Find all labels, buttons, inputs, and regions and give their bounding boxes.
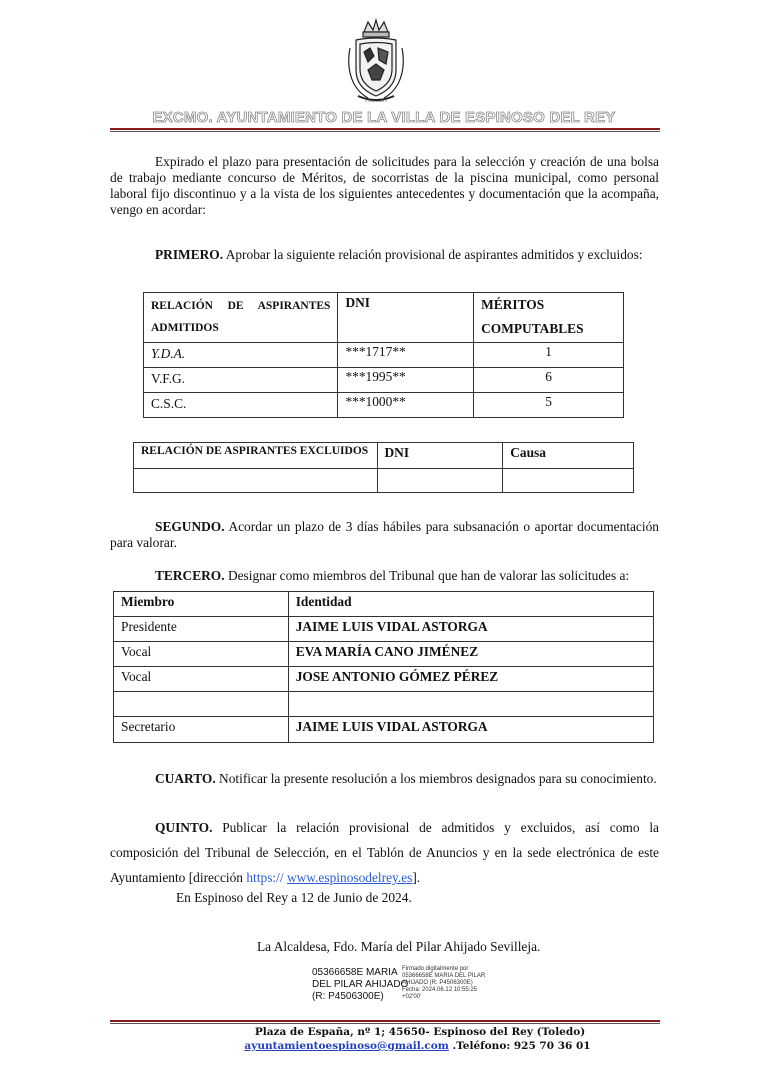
tribunal-role: Secretario [114,717,289,743]
tribunal-header-member: Miembro [114,592,289,617]
table-row [114,617,654,642]
signature-line: La Alcaldesa, Fdo. María del Pilar Ahijado Sevilleja. [257,939,541,954]
tribunal-table [113,591,654,743]
tribunal-header-row [114,592,654,617]
segundo-text: Acordar un plazo de 3 días hábiles para subsanación o aportar documentación para valorar. [110,519,659,550]
tribunal-identity: JAIME LUIS VIDAL ASTORGA [288,717,653,743]
table-row [114,642,654,667]
primero-label: PRIMERO. [155,247,224,262]
quinto-paragraph [110,815,659,890]
footer-rule-thin [110,1023,660,1024]
admitted-merits: 1 [474,343,624,368]
excluded-name [134,469,378,493]
footer-contact [0,1040,768,1052]
tribunal-identity: JAIME LUIS VIDAL ASTORGA [288,617,653,642]
footer-email-link[interactable]: ayuntamientoespinoso@gmail.com [244,1040,449,1052]
admitted-header-merits: MÉRITOS COMPUTABLES [474,293,624,343]
cuarto-label: CUARTO. [155,771,216,786]
excluded-header-cause: Causa [503,443,634,469]
stamp-line: 05366658E MARIA DEL PILAR [402,973,486,979]
tribunal-role: Vocal [114,667,289,692]
table-row [114,717,654,743]
admitted-dni: ***1717** [338,343,474,368]
signer-line: 05366658E MARIA [312,967,398,978]
cuarto-paragraph [110,766,659,791]
header-title: EXCMO. AYUNTAMIENTO DE LA VILLA DE ESPINOSO DEL REY [152,109,616,126]
stamp-line: +02'00' [402,994,422,1000]
intro-paragraph: Expirado el plazo para presentación de solicitudes para la selección y creación de una bolsa de trabajo mediante concurso de Méritos, de socorristas de la piscina municipal, como personal laboral fijo discontinuo y a la vista de los siguientes antecedentes y documentación que la acompaña, vengo en acordar: [110,154,659,217]
admitted-dni: ***1000** [338,393,474,418]
website-link-prefix[interactable]: https:// [246,870,284,885]
footer-phone: .Teléfono: 925 70 36 01 [448,1040,591,1052]
header-rule-thin [110,131,660,132]
excluded-header-row [134,443,634,469]
signer-line: (R: P4506300E) [312,991,384,1002]
admitted-merits: 6 [474,368,624,393]
tercero-paragraph [110,568,670,584]
primero-text: Aprobar la siguiente relación provisional de aspirantes admitidos y excluidos: [225,247,643,262]
admitted-name: Y.D.A. [144,343,338,368]
admitted-table [143,292,624,418]
footer-address: Plaza de España, nº 1; 45650- Espinoso del Rey (Toledo) [254,1026,586,1038]
admitted-merits: 5 [474,393,624,418]
table-row [134,469,634,493]
primero-paragraph [110,244,659,265]
cuarto-text: Notificar la presente resolución a los miembros designados para su conocimiento. [219,771,657,786]
excluded-cause [503,469,634,493]
table-row [114,667,654,692]
excluded-dni [377,469,503,493]
tribunal-role: Vocal [114,642,289,667]
tribunal-identity: JOSE ANTONIO GÓMEZ PÉREZ [288,667,653,692]
table-row [114,692,654,717]
table-row [144,368,624,393]
tercero-label: TERCERO. [155,568,225,583]
signer-line: DEL PILAR AHIJADO [312,979,409,990]
website-link[interactable]: www.espinosodelrey.es [286,870,413,885]
tribunal-header-identity: Identidad [288,592,653,617]
admitted-header-row [144,293,624,343]
quinto-text-end: ]. [412,870,421,885]
tribunal-identity: EVA MARÍA CANO JIMÉNEZ [288,642,653,667]
admitted-header-dni: DNI [338,293,474,343]
digital-signer [312,967,408,1003]
segundo-label: SEGUNDO. [155,519,225,534]
quinto-label: QUINTO. [155,820,213,835]
tribunal-role [114,692,289,717]
excluded-header-dni: DNI [377,443,503,469]
crest-caption: • TOLEDO • [365,98,387,103]
coat-of-arms-icon [346,18,406,104]
tribunal-role: Presidente [114,617,289,642]
stamp-line: AHIJADO (R: P4506300E) [402,980,473,986]
admitted-dni: ***1995** [338,368,474,393]
table-row [144,393,624,418]
tercero-text: Designar como miembros del Tribunal que han de valorar las solicitudes a: [227,568,630,583]
date-line: En Espinoso del Rey a 12 de Junio de 2024. [176,890,412,905]
admitted-name: V.F.G. [144,368,338,393]
quinto-text: Publicar la relación provisional de admitidos y excluidos, así como la composición del Tribunal de Selección, en el Tablón de Anuncios y en la sede electrónica de este Ayuntamiento [dirección [110,820,659,885]
excluded-table [133,442,634,493]
segundo-paragraph [110,519,659,551]
stamp-line: Firmado digitalmente por [402,966,469,972]
table-row [144,343,624,368]
digital-signature-stamp [402,966,485,1001]
admitted-name: C.S.C. [144,393,338,418]
admitted-header-name: RELACIÓN DE ASPIRANTES ADMITIDOS [144,293,338,343]
excluded-header-name: RELACIÓN DE ASPIRANTES EXCLUIDOS [134,443,378,469]
stamp-line: Fecha: 2024.06.12 10:55:25 [402,987,478,993]
tribunal-identity [288,692,653,717]
header-rule [110,128,660,130]
footer-rule [110,1020,660,1022]
